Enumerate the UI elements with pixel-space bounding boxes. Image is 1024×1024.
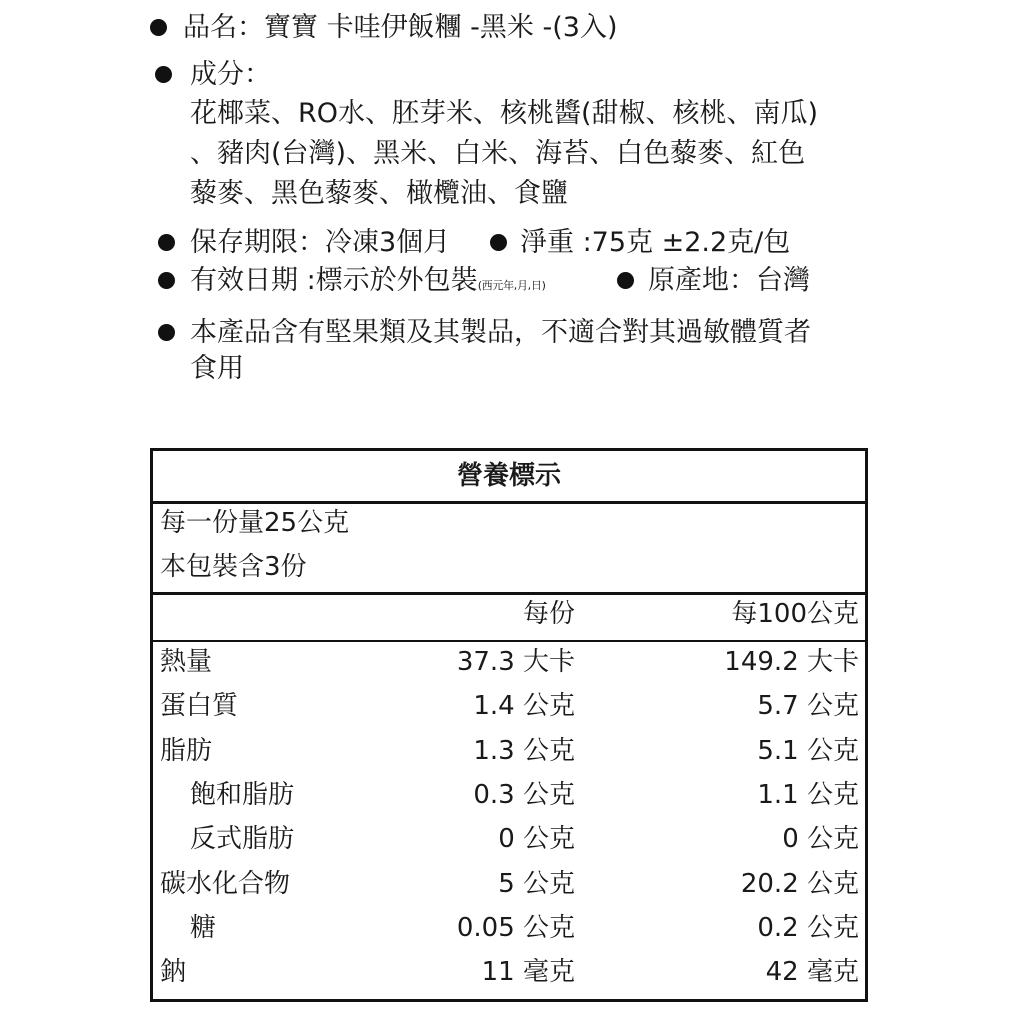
nutrition-title: 營養標示: [456, 461, 561, 491]
bullet-icon: [158, 234, 175, 251]
servings-per-package: 本包裝含3份: [160, 552, 307, 582]
bullet-icon: [158, 272, 175, 289]
nutrient-name: 蛋白質: [160, 691, 239, 721]
nutrient-per-serving: 37.3 大卡: [456, 647, 575, 677]
bullet-icon: [150, 19, 167, 36]
divider: [153, 501, 865, 504]
nutrient-per-serving: 11 毫克: [481, 957, 575, 987]
divider: [153, 640, 865, 642]
ingredients-line-2: 、豬肉(台灣)、黑米、白米、海苔、白色藜麥、紅色: [190, 138, 806, 169]
nutrient-name: 鈉: [160, 957, 187, 987]
ingredients-line-1: 花椰菜、RO水、胚芽米、核桃醬(甜椒、核桃、南瓜): [190, 98, 819, 129]
nutrient-per-100g: 5.1 公克: [757, 736, 859, 766]
nutrient-name: 飽和脂肪: [190, 780, 295, 810]
bullet-icon: [490, 234, 507, 251]
column-header-per-serving: 每份: [522, 599, 575, 629]
divider: [153, 592, 865, 595]
nutrient-per-serving: 1.3 公克: [473, 736, 575, 766]
allergy-line-1: 本產品含有堅果類及其製品，不適合對其過敏體質者: [190, 317, 811, 348]
origin: 原產地：台灣: [648, 265, 810, 296]
shelf-life: 保存期限：冷凍3個月: [190, 227, 451, 258]
nutrient-per-serving: 0 公克: [498, 824, 575, 854]
product-name: 品名：寶寶 卡哇伊飯糰 -黑米 -(3入): [183, 12, 618, 43]
ingredients-line-3: 藜麥、黑色藜麥、橄欖油、食鹽: [190, 178, 568, 209]
nutrient-name: 熱量: [160, 647, 213, 677]
nutrient-name: 反式脂肪: [190, 824, 295, 854]
bullet-icon: [158, 324, 175, 341]
bullet-icon: [155, 66, 172, 83]
expiry-label: 有效日期 :標示於外包裝: [190, 265, 478, 296]
nutrient-per-100g: 0.2 公克: [757, 913, 859, 943]
nutrient-name: 糖: [190, 913, 217, 943]
nutrient-per-100g: 42 毫克: [765, 957, 859, 987]
nutrition-table: [150, 448, 868, 1002]
nutrient-name: 碳水化合物: [160, 869, 291, 899]
nutrient-per-100g: 1.1 公克: [757, 780, 859, 810]
nutrient-per-serving: 5 公克: [498, 869, 575, 899]
bullet-icon: [617, 272, 634, 289]
nutrient-name: 脂肪: [160, 736, 213, 766]
nutrient-per-100g: 5.7 公克: [757, 691, 859, 721]
nutrient-per-100g: 149.2 大卡: [724, 647, 859, 677]
nutrient-per-serving: 1.4 公克: [473, 691, 575, 721]
nutrient-per-serving: 0.3 公克: [473, 780, 575, 810]
expiry-date: [190, 263, 546, 304]
ingredients-label: 成分：: [190, 59, 271, 90]
nutrient-per-100g: 0 公克: [782, 824, 859, 854]
nutrient-per-serving: 0.05 公克: [456, 913, 575, 943]
nutrient-per-100g: 20.2 公克: [740, 869, 859, 899]
column-header-per-100g: 每100公克: [731, 599, 859, 629]
expiry-note: (西元年,月,日): [477, 279, 546, 292]
net-weight: 淨重 :75克 ±2.2克/包: [520, 227, 791, 258]
allergy-line-2: 食用: [190, 353, 244, 384]
serving-size: 每一份量25公克: [160, 508, 350, 538]
